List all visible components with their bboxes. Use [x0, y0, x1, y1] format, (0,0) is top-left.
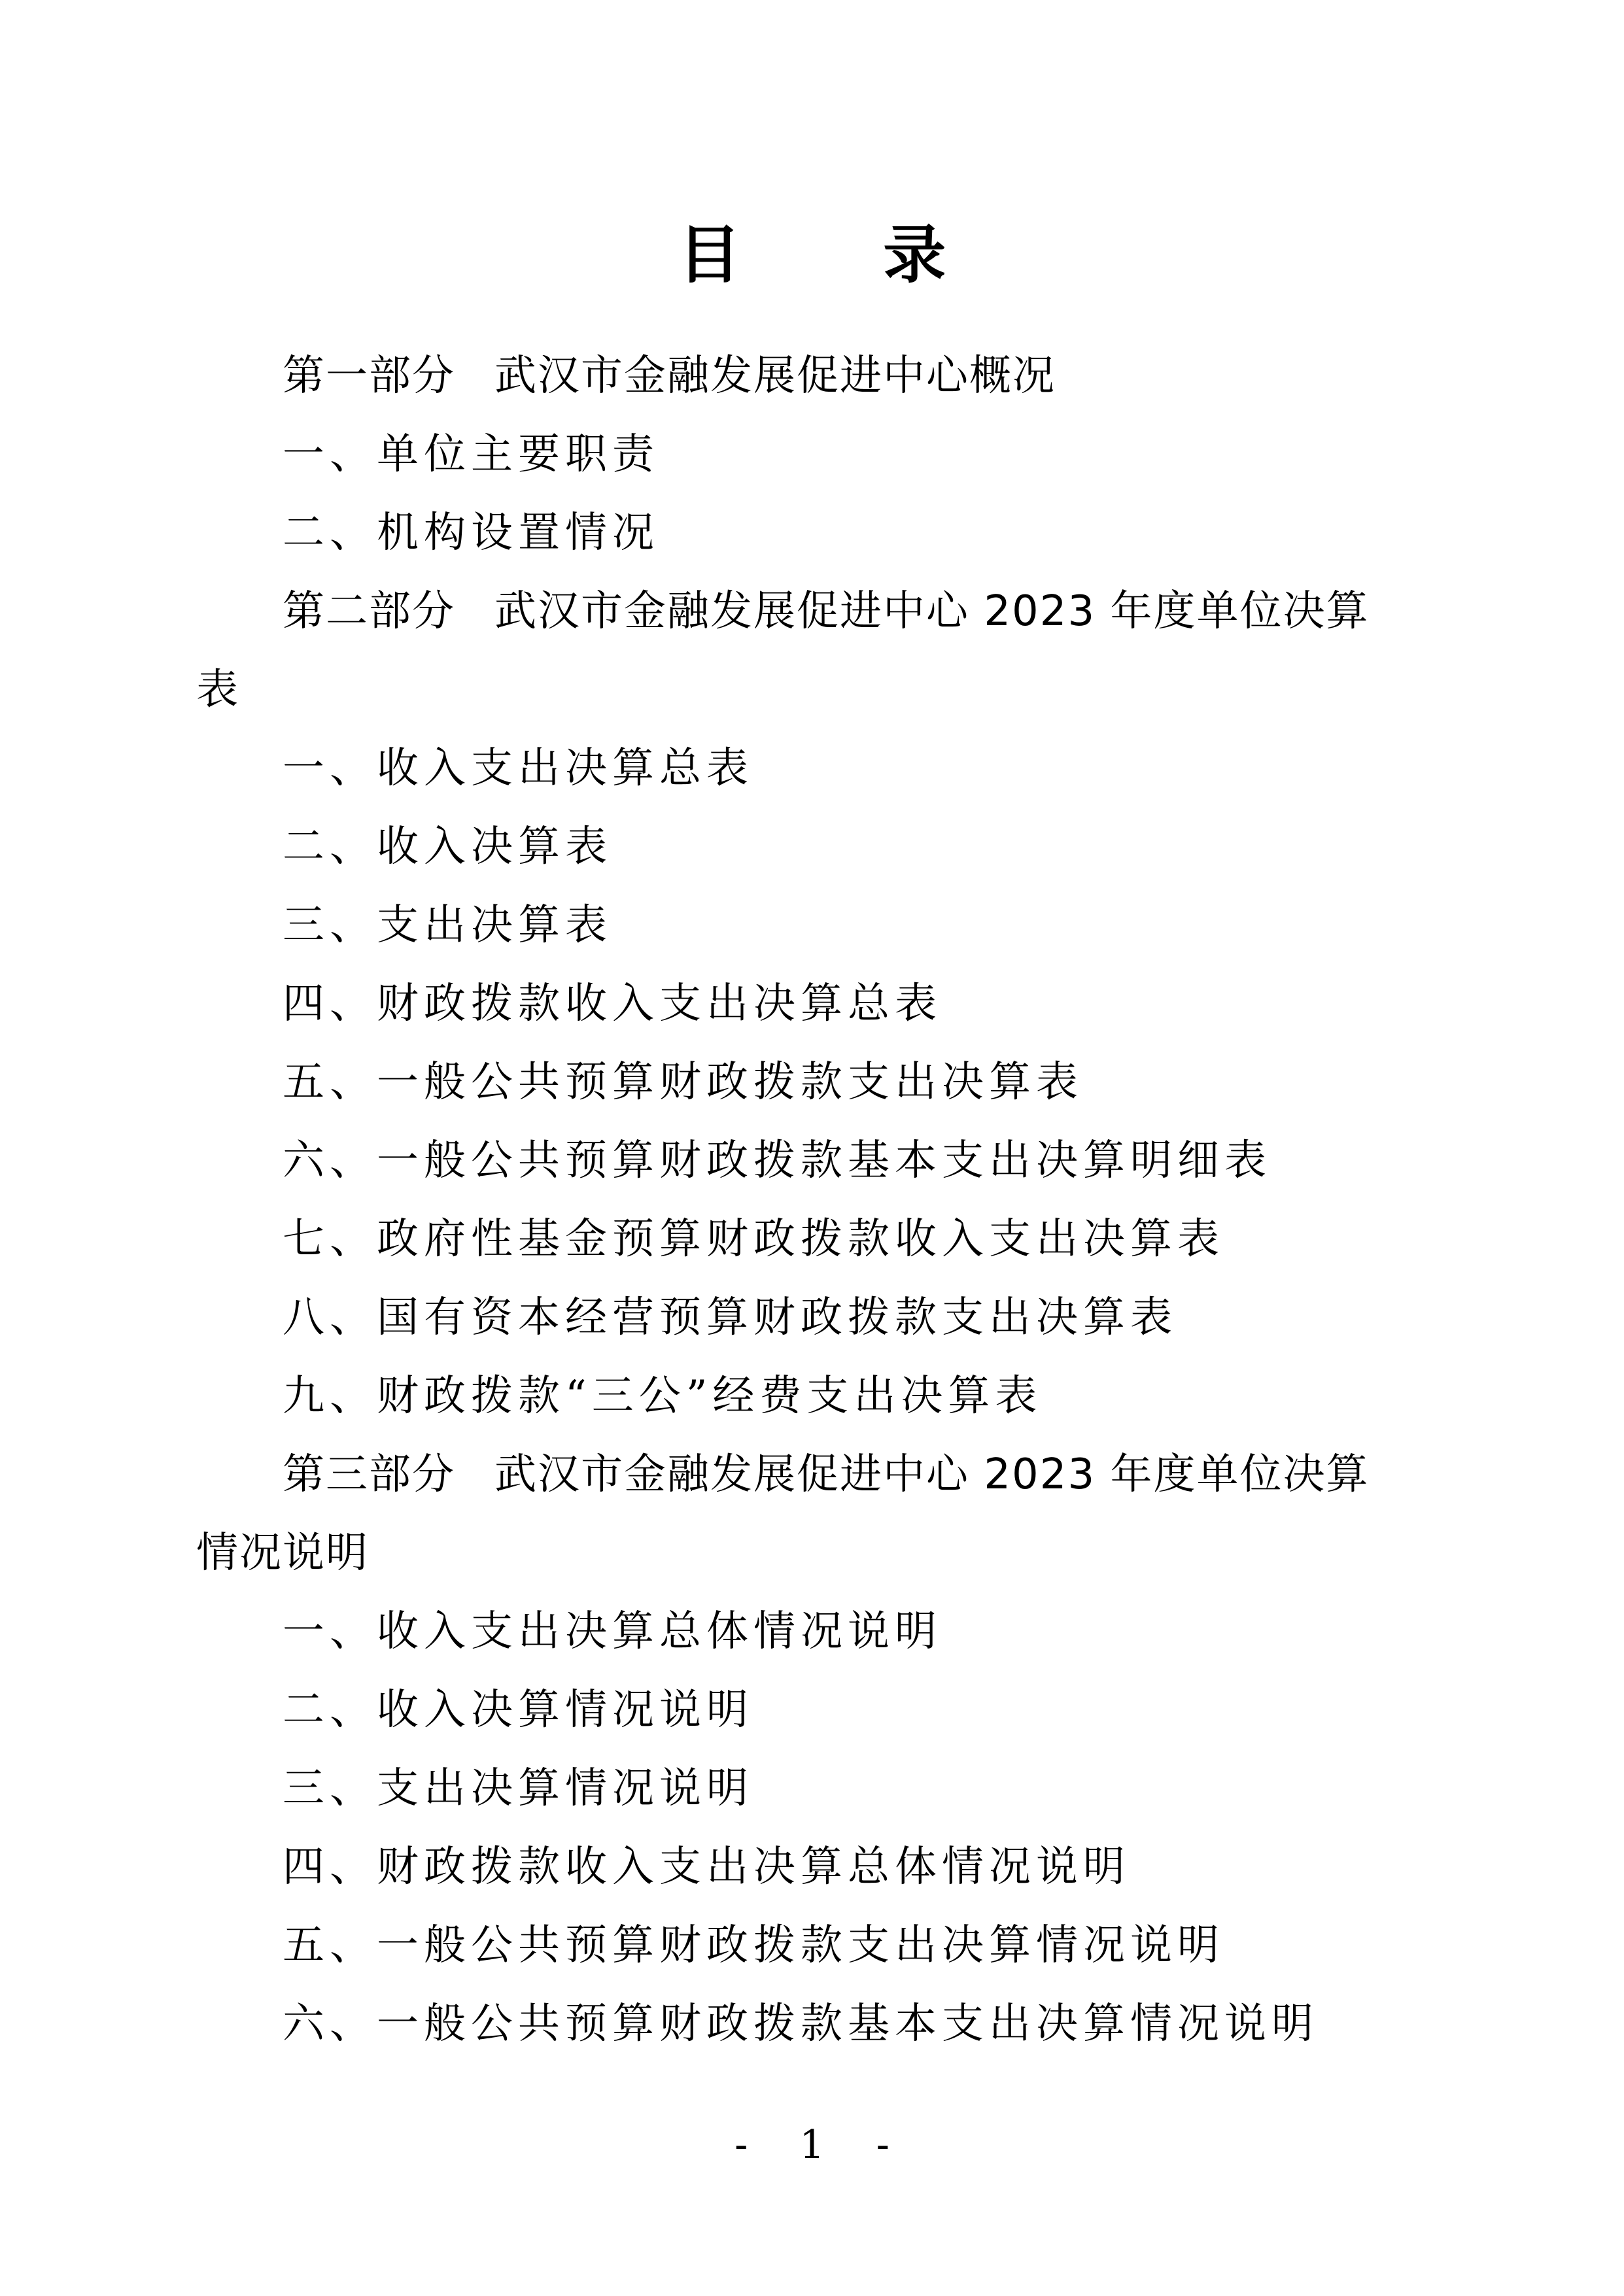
toc-item: 三、支出决算情况说明 — [283, 1764, 753, 1813]
toc-item: 二、收入决算表 — [283, 823, 612, 871]
toc-item: 三、支出决算表 — [283, 901, 612, 950]
toc-item: 四、财政拨款收入支出决算总表 — [283, 980, 942, 1028]
toc-item: 二、机构设置情况 — [283, 509, 659, 557]
toc-part-heading — [283, 1448, 1370, 1501]
part-label: 第三部分 — [283, 1450, 455, 1499]
part-title: 武汉市金融发展促进中心 2023 年度单位决算 — [494, 1450, 1370, 1499]
toc-item: 一、收入支出决算总表 — [283, 744, 753, 793]
part-label: 第二部分 — [283, 587, 455, 636]
part-label: 第一部分 — [283, 352, 455, 400]
toc-part-heading-continuation: 表 — [196, 666, 239, 714]
toc-item: 一、收入支出决算总体情况说明 — [283, 1607, 942, 1656]
toc-item: 九、财政拨款“三公”经费支出决算表 — [283, 1372, 1043, 1420]
toc-part-heading — [283, 585, 1370, 638]
toc-item: 一、单位主要职责 — [283, 430, 659, 479]
toc-item: 四、财政拨款收入支出决算总体情况说明 — [283, 1843, 1130, 1891]
toc-part-heading-continuation: 情况说明 — [196, 1529, 369, 1577]
toc-item: 五、一般公共预算财政拨款支出决算情况说明 — [283, 1921, 1224, 1970]
part-title: 武汉市金融发展促进中心 2023 年度单位决算 — [494, 587, 1370, 636]
part-title: 武汉市金融发展促进中心概况 — [494, 352, 1056, 400]
toc-item: 八、国有资本经营预算财政拨款支出决算表 — [283, 1294, 1177, 1342]
toc-item: 五、一般公共预算财政拨款支出决算表 — [283, 1058, 1083, 1106]
toc-item: 二、收入决算情况说明 — [283, 1686, 753, 1734]
page-title: 目 录 — [678, 218, 1007, 292]
toc-item: 六、一般公共预算财政拨款基本支出决算明细表 — [283, 1137, 1271, 1185]
toc-item: 六、一般公共预算财政拨款基本支出决算情况说明 — [283, 2000, 1319, 2048]
toc-item: 七、政府性基金预算财政拨款收入支出决算表 — [283, 1215, 1224, 1263]
toc-part-heading — [283, 350, 1056, 402]
page-number: - 1 - — [734, 2122, 909, 2168]
